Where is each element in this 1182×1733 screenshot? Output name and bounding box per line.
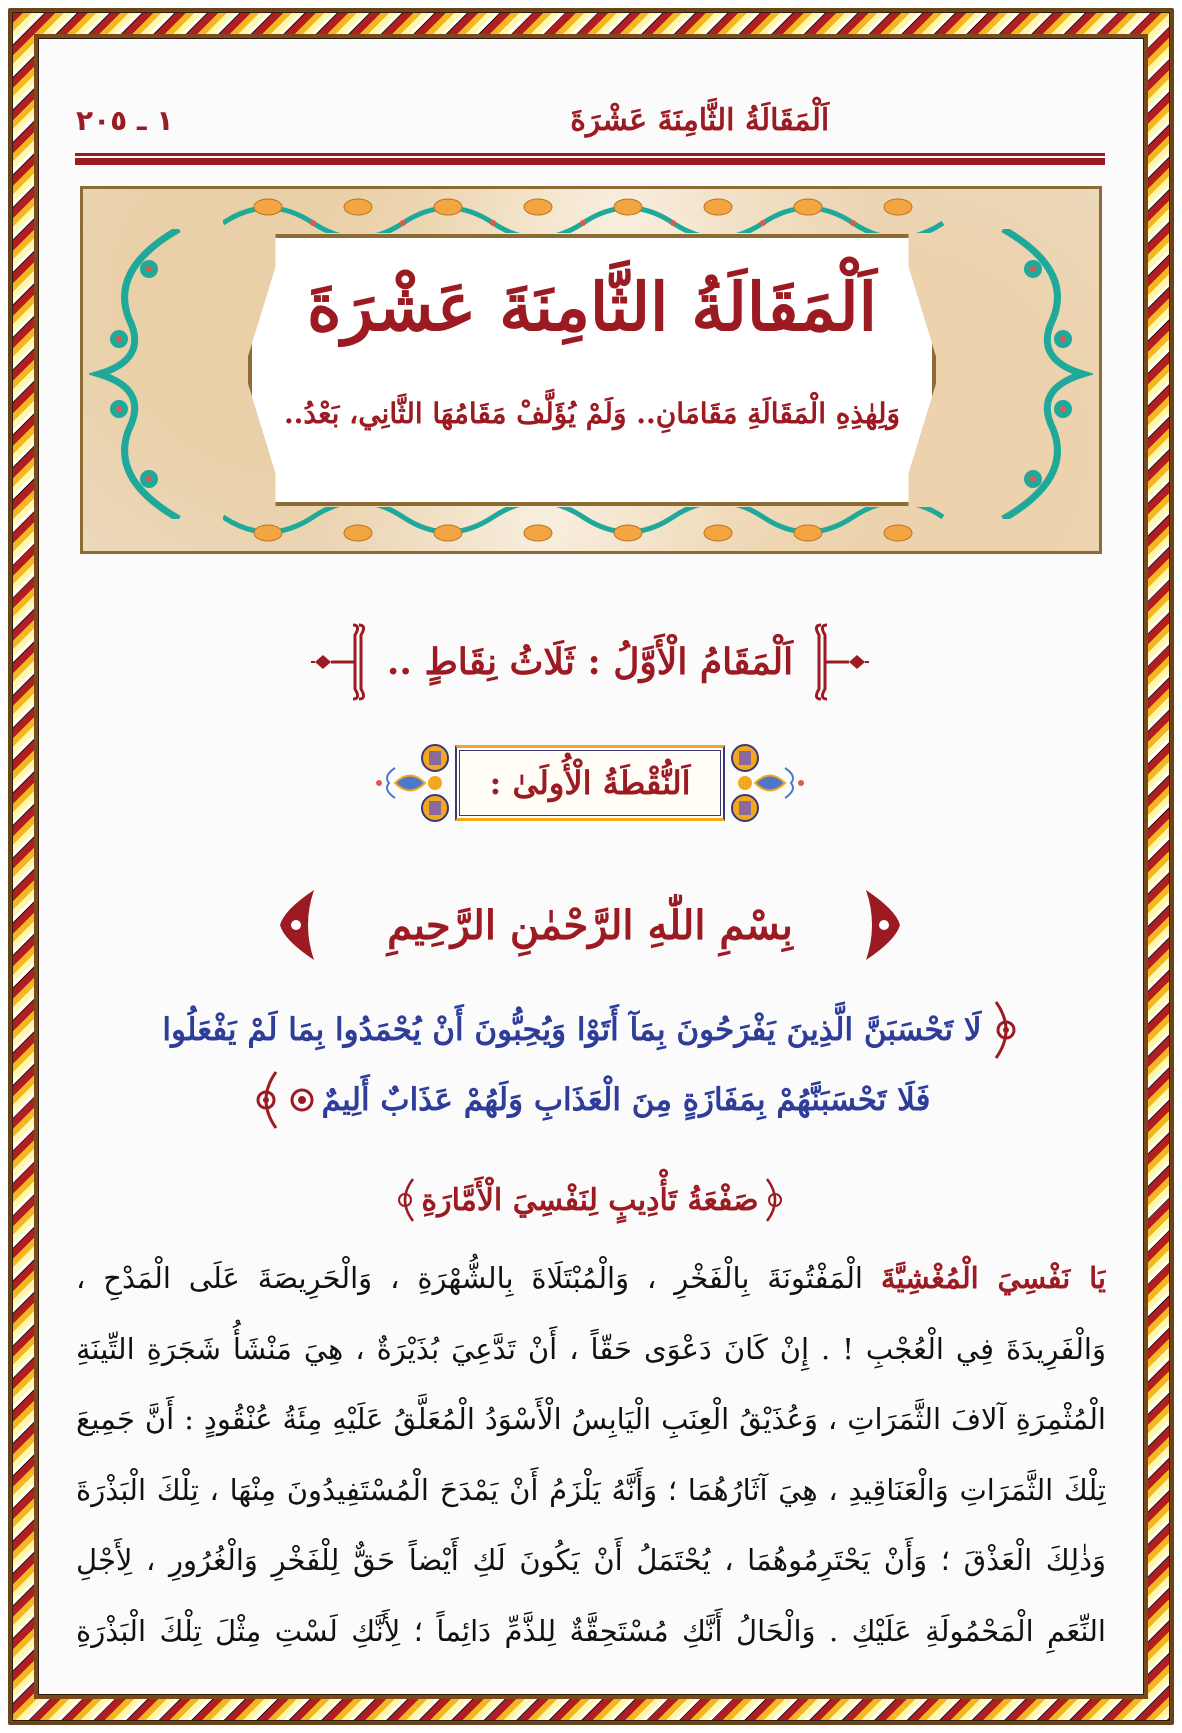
arabesque-ornament-left-icon <box>375 738 455 828</box>
verse-line-2-text: فَلَا تَحْسَبَنَّهُمْ بِمَفَازَةٍ مِنَ الْعَذَابِ وَلَهُمْ عَذَابٌ أَلِيمٌ <box>321 1082 931 1118</box>
body-line-3: الْمُثْمِرَةِ آلافَ الثَّمَرَاتِ ، وَعُذَيْقُ الْعِنَبِ الْيَابِسُ الْأَسْوَدُ الْمُعَلَّقُ عَلَيْهِ مِئَةُ عُنْقُودٍ : أَنَّ جَمِيعَ <box>76 1402 1106 1436</box>
header-rule-thin <box>75 153 1105 156</box>
verse-line-1-text: لَا تَحْسَبَنَّ الَّذِينَ يَفْرَحُونَ بِمَآ أَتَوْا وَيُحِبُّونَ أَنْ يُحْمَدُوا بِمَا لَمْ يَفْعَلُوا <box>162 1012 982 1048</box>
chapter-subtitle: وَلِهٰذِهِ الْمَقَالَةِ مَقَامَانِ.. وَلَمْ يُؤَلَّفْ مَقَامُهَا الثَّانِي، بَعْدُ.. <box>283 397 901 430</box>
title-open-bracket-icon <box>763 1177 785 1223</box>
body-paragraph <box>76 1243 1106 1666</box>
vocative-highlight: يَا نَفْسِيَ الْمُغْشِيَّةَ <box>880 1261 1106 1295</box>
verse-open-bracket-icon <box>990 1000 1020 1060</box>
title-cartouche <box>80 186 1102 554</box>
page-number: ١ ـ ٢٠٥ <box>76 103 174 137</box>
vine-ornament-left-icon <box>89 229 199 519</box>
body-line-5: وَذٰلِكَ الْعَذْقَ ؛ وَأَنْ يَحْتَرِمُوهُمَا ، يُحْتَمَلُ أَنْ يَكُونَ لَكِ أَيْضاً حَقٌّ لِلْفَخْرِ وَالْغُرُورِ ، لِأَجْلِ <box>76 1543 1106 1577</box>
vine-ornament-bottom-icon <box>223 507 965 547</box>
vine-ornament-top-icon <box>223 193 965 233</box>
passage-title <box>380 1175 800 1225</box>
body-line-6: النِّعَمِ الْمَحْمُولَةِ عَلَيْكِ . وَالْحَالُ أَنَّكِ مُسْتَحِقَّةٌ لِلذَّمِّ دَائِماً ؛ لِأَنَّكِ لَسْتِ مِثْلَ تِلْكَ الْبَذْرَةِ <box>76 1613 1106 1648</box>
floral-finial-left-icon <box>278 885 324 965</box>
title-close-bracket-icon <box>395 1177 417 1223</box>
running-header-title: اَلْمَقَالَةُ الثَّامِنَةَ عَشْرَةَ <box>570 102 830 138</box>
body-line-1 <box>76 1243 1106 1314</box>
verse-line-1 <box>80 995 1102 1065</box>
ornamental-bracket-left-icon <box>311 617 371 707</box>
basmala-text: بِسْمِ اللّٰهِ الرَّحْمٰنِ الرَّحِيمِ <box>387 901 793 949</box>
passage-title-text: صَفْعَةُ تَأْدِيبٍ لِنَفْسِيَ الْأَمَّارَةِ <box>421 1182 759 1218</box>
section-heading <box>290 612 890 712</box>
header-rule-thick <box>75 158 1105 165</box>
body-line-2: وَالْفَرِيدَةَ فِي الْعُجْبِ ! . إِنْ كَانَ دَعْوَى حَقّاً ، أَنْ تَدَّعِيَ بُذَيْرَةٌ ، هِيَ مَنْشَأُ شَجَرَةِ التِّينَةِ <box>76 1331 1106 1366</box>
basmala <box>278 880 902 970</box>
arabesque-ornament-right-icon <box>725 738 805 828</box>
verse-line-2 <box>80 1065 1102 1135</box>
verse-end-rosette-icon <box>290 1088 314 1112</box>
chapter-title: اَلْمَقَالَةُ الثَّامِنَةَ عَشْرَةَ <box>307 268 877 346</box>
running-header <box>76 90 1106 150</box>
quran-verse <box>80 995 1102 1135</box>
floral-finial-right-icon <box>856 885 902 965</box>
ornamental-bracket-right-icon <box>809 617 869 707</box>
vine-ornament-right-icon <box>983 229 1093 519</box>
point-heading-box <box>455 745 725 821</box>
body-line-1-text: الْمَفْتُونَةَ بِالْفَخْرِ ، وَالْمُبْتَلَاةَ بِالشُّهْرَةِ ، وَالْحَرِيصَةَ عَلَى الْمَدْحِ ، <box>76 1261 863 1295</box>
section-heading-text: اَلْمَقَامُ الْأَوَّلُ : ثَلَاثُ نِقَاطٍ .. <box>386 641 794 683</box>
verse-close-bracket-icon <box>252 1070 282 1130</box>
body-line-4: تِلْكَ الثَّمَرَاتِ وَالْعَنَاقِيدِ ، هِيَ آثَارُهُمَا ؛ وَأَنَّهُ يَلْزَمُ أَنْ يَمْدَحَ الْمُسْتَفِيدُونَ مِنْهَا ، تِلْكَ الْبَذْرَةَ <box>76 1472 1106 1507</box>
point-heading-text: اَلنُّقْطَةُ الْأُولَىٰ : <box>489 764 691 802</box>
point-heading <box>372 738 808 828</box>
